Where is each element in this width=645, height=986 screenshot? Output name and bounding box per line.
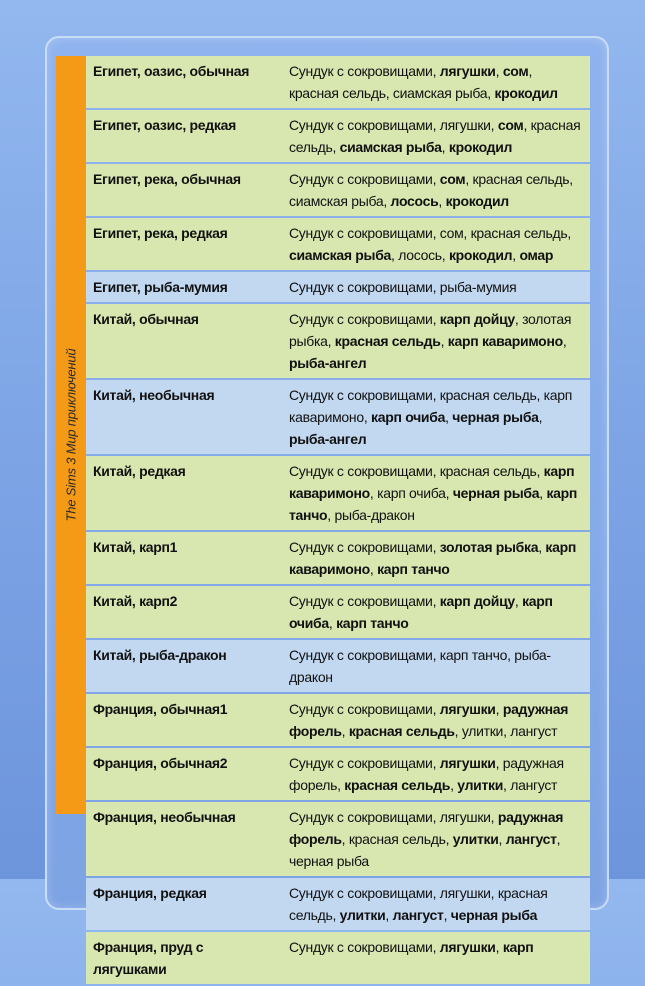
fish-text: Сундук с сокровищами, лягушки, красная сельдь, <box>289 885 548 923</box>
fish-name-bold: красная сельдь <box>348 723 455 739</box>
fish-list-cell <box>274 802 590 876</box>
fish-name-bold: карп дойцу <box>439 311 515 327</box>
fish-text: , красная сельдь, <box>341 831 453 847</box>
fish-list-cell <box>274 748 590 800</box>
fish-list-cell <box>274 640 590 692</box>
fish-list-cell <box>274 586 590 638</box>
fish-text: , карп очиба, <box>369 485 453 501</box>
table-row <box>86 694 590 746</box>
location-cell: Китай, карп2 <box>86 586 274 638</box>
fish-text: Сундук с сокровищами, <box>289 311 440 327</box>
fish-list-cell <box>274 932 590 984</box>
fish-name-bold: сом <box>502 63 529 79</box>
fish-text: Сундук с сокровищами, <box>289 701 440 717</box>
fish-name-bold: лангуст <box>392 907 444 923</box>
table-row <box>86 218 590 270</box>
fish-name-bold: карп каваримоно <box>447 333 563 349</box>
fish-list-cell <box>274 456 590 530</box>
fish-text: , <box>328 615 337 631</box>
fish-name-bold: карп каваримоно <box>289 463 575 501</box>
fish-text: , <box>341 723 349 739</box>
fish-name-bold: крокодил <box>445 193 509 209</box>
fish-text: , <box>440 333 448 349</box>
fish-list-cell <box>274 878 590 930</box>
fish-name-bold: лягушки <box>439 701 496 717</box>
location-cell: Китай, обычная <box>86 304 274 378</box>
fish-name-bold: лягушки <box>439 755 496 771</box>
fishing-table <box>86 54 590 986</box>
fish-text: , рыба-дракон <box>327 507 415 523</box>
table-row <box>86 532 590 584</box>
fish-list-cell <box>274 694 590 746</box>
fish-text: , <box>498 831 506 847</box>
fish-text: Сундук с сокровищами, карп танчо, рыба-дракон <box>289 647 551 685</box>
fish-name-bold: крокодил <box>448 247 513 263</box>
fish-list-cell <box>274 164 590 216</box>
table-row <box>86 304 590 378</box>
fish-text: , <box>495 701 503 717</box>
fish-text: Сундук с сокровищами, лягушки, <box>289 809 498 825</box>
location-cell: Египет, река, обычная <box>86 164 274 216</box>
fish-text: , лангуст <box>503 777 558 793</box>
table-row <box>86 456 590 530</box>
fish-name-bold: красная сельдь <box>334 333 441 349</box>
fish-name-bold: сиамская рыба <box>339 139 442 155</box>
fish-text: , <box>495 63 503 79</box>
fish-text: , черная рыба <box>289 831 561 869</box>
fish-name-bold: карп каваримоно <box>289 539 577 577</box>
location-cell: Египет, оазис, редкая <box>86 110 274 162</box>
table-row <box>86 380 590 454</box>
fish-name-bold: сом <box>497 117 524 133</box>
location-cell: Египет, рыба-мумия <box>86 272 274 302</box>
fish-list-cell <box>274 218 590 270</box>
location-cell: Франция, пруд с лягушками <box>86 932 274 984</box>
fish-name-bold: карп очиба <box>371 409 446 425</box>
fish-text: , <box>538 539 546 555</box>
sidebar-tab <box>56 56 86 814</box>
fish-text: , красная сельдь, сиамская рыба, <box>289 171 573 209</box>
fish-text: Сундук с сокровищами, <box>289 939 440 955</box>
fish-name-bold: черная рыба <box>452 409 539 425</box>
fish-text: , <box>438 193 446 209</box>
fish-text: Сундук с сокровищами, сом, красная сельдь, <box>289 225 571 241</box>
sidebar-title: The Sims 3 Мир приключений <box>63 348 79 522</box>
fish-text: Сундук с сокровищами, красная сельдь, карп каваримоно, <box>289 387 573 425</box>
fish-name-bold: радужная форель <box>289 809 564 847</box>
fish-list-cell <box>274 380 590 454</box>
table-row <box>86 748 590 800</box>
table-row <box>86 640 590 692</box>
fish-text: , <box>538 409 543 425</box>
table-row <box>86 932 590 984</box>
table-row <box>86 56 590 108</box>
location-cell: Франция, редкая <box>86 878 274 930</box>
fish-list-cell <box>274 56 590 108</box>
fish-name-bold: улитки <box>457 777 504 793</box>
fish-name-bold: карп танчо <box>289 485 578 523</box>
fish-name-bold: улитки <box>339 907 386 923</box>
location-cell: Египет, оазис, обычная <box>86 56 274 108</box>
fish-name-bold: лягушки <box>439 939 496 955</box>
fish-name-bold: черная рыба <box>452 485 540 501</box>
table-row <box>86 802 590 876</box>
location-cell: Китай, редкая <box>86 456 274 530</box>
fish-text: , красная сельдь, <box>289 117 581 155</box>
fish-list-cell <box>274 110 590 162</box>
fish-list-cell <box>274 304 590 378</box>
location-cell: Франция, обычная1 <box>86 694 274 746</box>
fish-text: , золотая рыбка, <box>289 311 572 349</box>
table-row <box>86 110 590 162</box>
fish-text: , <box>539 485 547 501</box>
fishing-table-body <box>86 56 590 984</box>
fish-text: , <box>562 333 567 349</box>
fish-text: Сундук с сокровищами, лягушки, <box>289 117 498 133</box>
fish-text: , <box>450 777 458 793</box>
fish-text: , <box>445 409 453 425</box>
location-cell: Китай, рыба-дракон <box>86 640 274 692</box>
location-cell: Египет, река, редкая <box>86 218 274 270</box>
fish-name-bold: рыба-ангел <box>289 431 367 447</box>
fish-text: Сундук с сокровищами, рыба-мумия <box>289 279 517 295</box>
fish-text: , <box>512 247 520 263</box>
fish-name-bold: радужная форель <box>289 701 569 739</box>
fish-text: Сундук с сокровищами, красная сельдь, <box>289 463 544 479</box>
fish-name-bold: сиамская рыба <box>289 247 392 263</box>
fish-text: , <box>385 907 393 923</box>
fish-text: , <box>495 939 503 955</box>
location-cell: Китай, необычная <box>86 380 274 454</box>
fish-name-bold: лосось <box>390 193 439 209</box>
fish-name-bold: омар <box>519 247 554 263</box>
fish-name-bold: карп дойцу <box>439 593 515 609</box>
fish-text: Сундук с сокровищами, <box>289 755 440 771</box>
fish-text: , <box>514 593 523 609</box>
location-cell: Франция, необычная <box>86 802 274 876</box>
fish-text: Сундук с сокровищами, <box>289 539 440 555</box>
fish-name-bold: карп танчо <box>336 615 409 631</box>
fish-text: , <box>441 139 449 155</box>
fish-list-cell <box>274 532 590 584</box>
fish-text: , <box>443 907 451 923</box>
fish-name-bold: рыба-ангел <box>289 355 367 371</box>
fish-list-cell <box>274 272 590 302</box>
fish-text: , красная сельдь, сиамская рыба, <box>289 63 533 101</box>
fish-name-bold: черная рыба <box>450 907 538 923</box>
fish-name-bold: лягушки <box>439 63 496 79</box>
fish-name-bold: улитки <box>452 831 499 847</box>
fish-name-bold: крокодил <box>494 85 558 101</box>
location-cell: Франция, обычная2 <box>86 748 274 800</box>
fish-name-bold: карп танчо <box>377 561 450 577</box>
fish-name-bold: лангуст <box>505 831 557 847</box>
fish-text: Сундук с сокровищами, <box>289 63 440 79</box>
table-row <box>86 164 590 216</box>
table-row <box>86 586 590 638</box>
table-row <box>86 272 590 302</box>
table-row <box>86 878 590 930</box>
fish-text: Сундук с сокровищами, <box>289 171 440 187</box>
fish-name-bold: карп <box>502 939 534 955</box>
fish-name-bold: карп очиба <box>289 593 553 631</box>
location-cell: Китай, карп1 <box>86 532 274 584</box>
fish-name-bold: сом <box>439 171 466 187</box>
fish-text: Сундук с сокровищами, <box>289 593 440 609</box>
fish-text: , <box>369 561 378 577</box>
fish-name-bold: красная сельдь <box>344 777 451 793</box>
fish-name-bold: золотая рыбка <box>439 539 539 555</box>
fish-text: , лосось, <box>391 247 449 263</box>
fish-text: , улитки, лангуст <box>454 723 558 739</box>
fish-text: , радужная форель, <box>289 755 564 793</box>
fish-name-bold: крокодил <box>448 139 513 155</box>
